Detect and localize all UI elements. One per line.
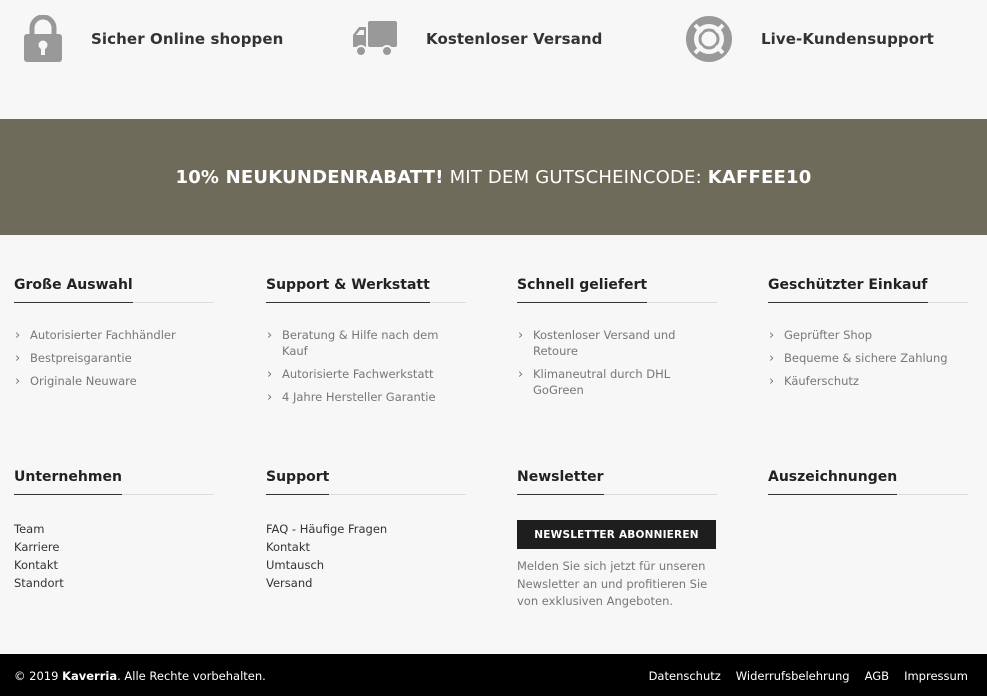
column-title: Schnell geliefert <box>517 277 647 303</box>
feature-column-delivery <box>517 277 717 405</box>
link-faq[interactable]: FAQ - Häufige Fragen <box>266 522 388 536</box>
copyright <box>14 669 266 683</box>
promo-banner <box>0 119 987 235</box>
trust-bar <box>0 0 987 119</box>
footer-link-impressum[interactable]: Impressum <box>904 669 968 683</box>
trust-item-secure <box>18 14 283 64</box>
trust-label: Sicher Online shoppen <box>91 30 284 48</box>
link-kontakt[interactable]: Kontakt <box>14 558 59 572</box>
lock-icon <box>18 14 68 64</box>
trust-label: Live-Kundensupport <box>761 30 934 48</box>
promo-text <box>175 167 811 188</box>
feature-list <box>517 327 717 398</box>
list-item: › 4 Jahre Hersteller Garantie <box>266 389 466 405</box>
newsletter-description: Melden Sie sich jetzt für unseren Newsletter an und profitieren Sie von exklusiven Angeboten. <box>517 559 708 608</box>
newsletter-subscribe-button[interactable]: NEWSLETTER ABONNIEREN <box>517 520 716 549</box>
lifebuoy-icon <box>684 14 734 64</box>
column-title: Support & Werkstatt <box>266 277 430 303</box>
link-team[interactable]: Team <box>14 522 45 536</box>
newsletter-column <box>517 469 717 611</box>
support-column <box>266 469 466 592</box>
feature-column-selection <box>14 277 214 396</box>
feature-list <box>768 327 968 389</box>
link-karriere[interactable]: Karriere <box>14 540 60 554</box>
list-item: › Bestpreisgarantie <box>14 350 214 366</box>
list-item: › Käuferschutz <box>768 373 968 389</box>
trust-item-support <box>684 14 934 64</box>
footer-bar <box>0 654 987 696</box>
awards-column <box>768 469 968 495</box>
trust-item-shipping <box>350 14 603 64</box>
link-kontakt[interactable]: Kontakt <box>266 540 311 554</box>
list-item: › Klimaneutral durch DHL GoGreen <box>517 366 717 398</box>
brand-name: Kaverria <box>62 669 118 683</box>
promo-middle: MIT DEM GUTSCHEINCODE: <box>443 166 708 188</box>
column-title: Newsletter <box>517 469 604 495</box>
column-title: Auszeichnungen <box>768 469 897 495</box>
list-item: › Autorisierte Fachwerkstatt <box>266 366 466 382</box>
footer-links <box>634 669 968 683</box>
feature-list <box>14 327 214 389</box>
column-title: Große Auswahl <box>14 277 133 303</box>
company-links <box>14 520 214 592</box>
list-item: › Kostenloser Versand und Retoure <box>517 327 717 359</box>
trust-label: Kostenloser Versand <box>426 30 603 48</box>
company-column <box>14 469 214 592</box>
list-item: › Beratung & Hilfe nach dem Kauf <box>266 327 466 359</box>
link-standort[interactable]: Standort <box>14 576 64 590</box>
list-item: › Originale Neuware <box>14 373 214 389</box>
list-item: › Geprüfter Shop <box>768 327 968 343</box>
feature-list <box>266 327 466 405</box>
list-item: › Autorisierter Fachhändler <box>14 327 214 343</box>
link-versand[interactable]: Versand <box>266 576 313 590</box>
promo-highlight: 10% NEUKUNDENRABATT! <box>175 166 444 188</box>
link-umtausch[interactable]: Umtausch <box>266 558 325 572</box>
footer-link-datenschutz[interactable]: Datenschutz <box>648 669 721 683</box>
promo-code: KAFFEE10 <box>707 166 812 188</box>
footer-link-widerruf[interactable]: Widerrufsbelehrung <box>735 669 850 683</box>
column-title: Geschützter Einkauf <box>768 277 928 303</box>
truck-icon <box>350 14 400 64</box>
column-title: Unternehmen <box>14 469 122 495</box>
support-links <box>266 520 466 592</box>
feature-column-protection <box>768 277 968 396</box>
footer-link-agb[interactable]: AGB <box>864 669 890 683</box>
column-title: Support <box>266 469 329 495</box>
copyright-prefix: © 2019 <box>14 669 63 683</box>
list-item: › Bequeme & sichere Zahlung <box>768 350 968 366</box>
copyright-suffix: . Alle Rechte vorbehalten. <box>117 669 266 683</box>
feature-column-support <box>266 277 466 412</box>
